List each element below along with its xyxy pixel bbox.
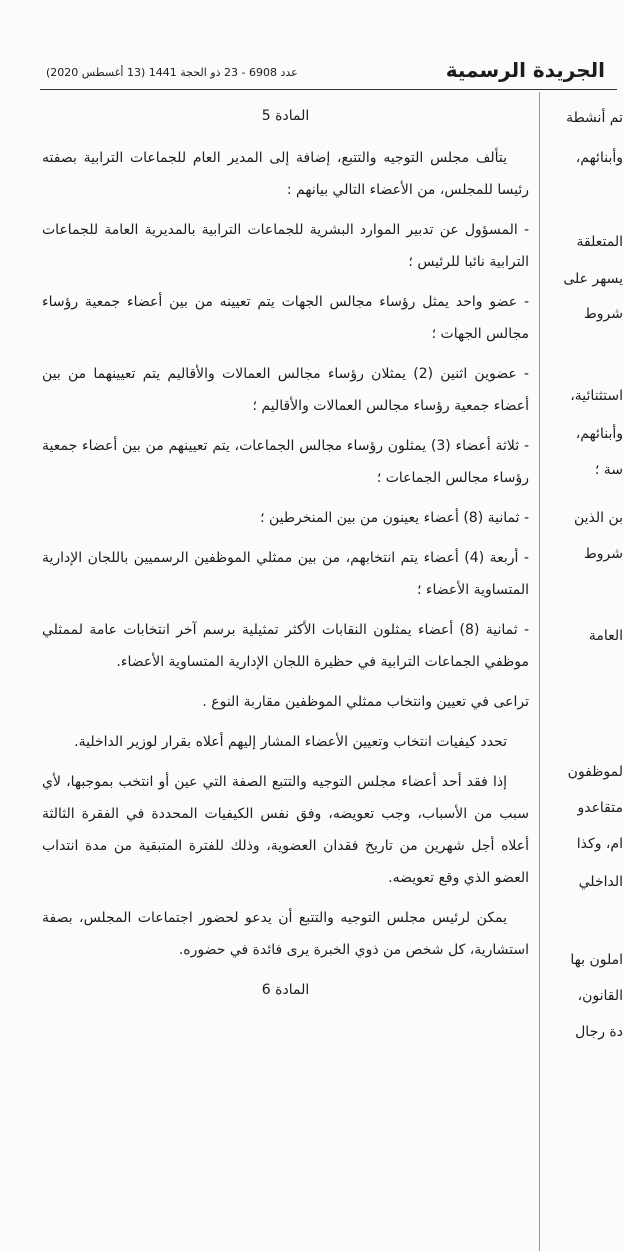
side-line: تم أنشطة [566, 110, 623, 126]
side-line: المتعلقة [576, 234, 623, 250]
issue-info: عدد 6908 - 23 ذو الحجة 1441 (13 أغسطس 2020) [46, 66, 298, 79]
paragraph-gender: تراعى في تعيين وانتخاب ممثلي الموظفين مقاربة النوع . [202, 694, 529, 710]
paragraph-replacement: إذا فقد أحد أعضاء مجلس التوجيه والتتبع الصفة التي عين أو انتخب بموجبها، لأي سبب من الأسباب، وجب تعويضه، وفق نفس الكيفيات المحددة في الفقرة الثالثة أعلاه أجل شهرين من تاريخ فقدان العضوية، وذلك للفترة المتبقية من مدة انتداب العضو الذي وقع تعويضه. [42, 774, 529, 886]
side-line: العامة [588, 628, 623, 644]
list-item: - ثمانية (8) أعضاء يعينون من بين المنخرطين ؛ [260, 510, 529, 526]
journal-title: الجريدة الرسمية [445, 58, 605, 82]
right-column-fragment [546, 92, 623, 1251]
side-line: ام، وكذا [576, 836, 623, 852]
side-line: وأبنائهم، [575, 426, 623, 442]
side-line: شروط [583, 306, 623, 322]
article-6-heading: المادة 6 [261, 982, 310, 998]
list-item: - ثمانية (8) أعضاء يمثلون النقابات الأكثر تمثيلية برسم آخر انتخابات عامة لممثلي موظفي الجماعات الترابية في حظيرة اللجان الإدارية المتساوية الأعضاء. [42, 622, 530, 670]
list-item: - عضو واحد يمثل رؤساء مجالس الجهات يتم تعيينه من بين أعضاء جمعية رؤساء مجالس الجهات ؛ [42, 294, 529, 342]
side-line: القانون، [577, 988, 623, 1004]
side-line: لموظفون [567, 764, 623, 780]
side-line: متقاعدو [577, 800, 623, 816]
column-divider [539, 92, 540, 1251]
list-item: - المسؤول عن تدبير الموارد البشرية للجماعات الترابية بالمديرية العامة للجماعات الترابية نائبا للرئيس ؛ [42, 222, 529, 270]
side-line: يسهر على [563, 271, 623, 287]
side-line: استثنائية، [570, 388, 623, 404]
page-header [0, 0, 617, 90]
side-line: بن الذين [573, 510, 623, 526]
paragraph-experts: يمكن لرئيس مجلس التوجيه والتتبع أن يدعو لحضور اجتماعات المجلس، بصفة استشارية، كل شخص من ذوي الخبرة يرى فائدة في حضوره. [42, 910, 529, 958]
side-line: سة ؛ [594, 462, 623, 478]
side-line: الداخلي [578, 874, 623, 890]
article-5-heading: المادة 5 [261, 108, 310, 124]
list-item: - أربعة (4) أعضاء يتم انتخابهم، من بين ممثلي الموظفين الرسميين باللجان الإدارية المتساوية الأعضاء ؛ [42, 550, 529, 598]
side-line: دة رجال [575, 1024, 623, 1040]
side-line: وأبنائهم، [575, 150, 623, 166]
paragraph-procedures: تحدد كيفيات انتخاب وتعيين الأعضاء المشار إليهم أعلاه بقرار لوزير الداخلية. [74, 734, 507, 750]
list-item: - عضوين اثنين (2) يمثلان رؤساء مجالس العمالات والأقاليم يتم تعيينهما من بين أعضاء جمعية رؤساء مجالس العمالات والأقاليم ؛ [42, 366, 529, 414]
paragraph-composition: يتألف مجلس التوجيه والتتبع، إضافة إلى المدير العام للجماعات الترابية بصفته رئيسا للمجلس، من الأعضاء التالي بيانهم : [42, 150, 529, 198]
list-item: - ثلاثة أعضاء (3) يمثلون رؤساء مجالس الجماعات، يتم تعيينهم من بين أعضاء جمعية رؤساء مجالس الجماعات ؛ [42, 438, 529, 486]
header-divider [40, 89, 617, 90]
side-line: شروط [583, 546, 623, 562]
main-column [42, 100, 529, 1016]
side-line: املون بها [570, 952, 623, 968]
